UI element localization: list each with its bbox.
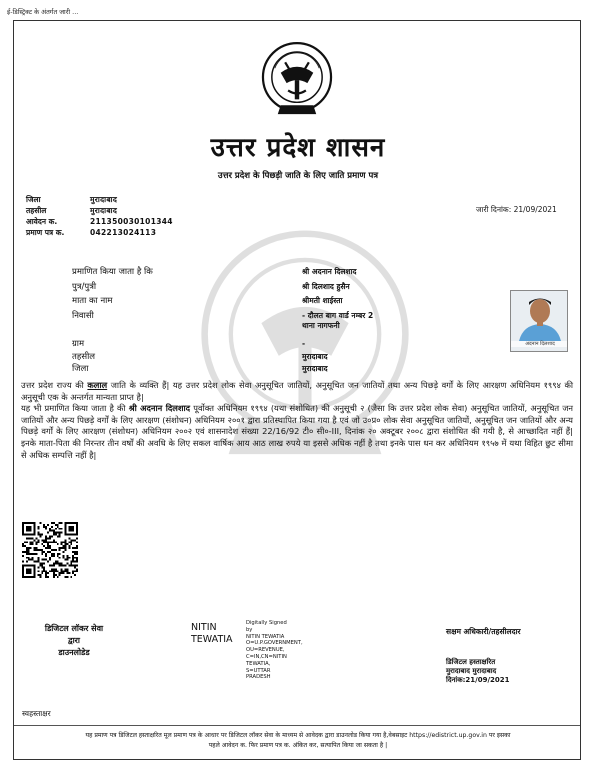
certificate-number: 042213024113: [90, 228, 157, 237]
field-label: जिला: [72, 364, 89, 374]
certificate-body: [21, 380, 573, 461]
footer-line: यह प्रमाण पत्र डिजिटल हस्ताक्षरित मूल प्रमाण पत्र के आधार पर डिजिटल लॉकर सेवा के माध्यम से आवेदक द्वारा डाउनलोड किया गया है,वेबसाइट https://edistrict.up.gov.in पर इसका: [85, 732, 511, 739]
digilocker-note: [24, 623, 124, 659]
body-text-segment: पूर्वोक्त अधिनियम १९९४ (यथा संशोधित) की अनुसूची २ (जैसा कि उत्तर प्रदेश लोक सेवा) अनुसूचित जातियों, अनुसूचित जन जातियों और अन्य पिछड़े वर्गों के लिए आरक्षण (संशोधन) अधिनियम २००१ द्वारा प्रतिस्थापित किया गया है एवं जो उ०प्र० लोक सेवा अनुसूचित जातियों, अनुसूचित जन जातियों और अन्य पिछड़े वर्गों के लिए आरक्षण (संशोधन) अधिनियम २००२ एवं शासनादेश संख्या 22/16/92 टी० सी०-III, दिनांक २० अक्टूबर २००८ द्वारा संशोधित की गयी है, से आच्छादित नहीं हैं| इनके माता-पिता की निरन्तर तीन वर्षों की अवधि के लिए सकल वार्षिक आय आठ लाख रुपये या इससे अधिक नहीं है तथा इनके पास धन कर अधिनियम १९५७ में यथा विहित छुट सीमा से अधिक सम्पत्ति नहीं है|: [21, 403, 574, 460]
field-value: - दौलत बाग वार्ड नम्बर 2: [302, 310, 374, 320]
top-note: ई-डिस्ट्रिक्ट के अंतर्गत जारी ...: [7, 8, 79, 16]
application-number: 211350030101344: [90, 217, 173, 226]
footer-divider: [14, 725, 580, 726]
field-label: माता का नाम: [72, 296, 113, 306]
digilocker-line: डिजिटल लॉकर सेवा: [44, 624, 104, 633]
field-label: [72, 321, 302, 331]
digital-sign-place: मुरादाबाद मुरादाबाद: [446, 667, 497, 675]
body-paragraph-2: [21, 403, 573, 461]
sig-detail-line: C=IN,CN=NITIN: [246, 653, 287, 660]
signer-name: [191, 622, 233, 646]
field-label: ग्राम: [72, 338, 85, 349]
body-paragraph-1: [21, 380, 573, 403]
field-value: थाना नागफनी: [302, 320, 340, 330]
self-signature-label: स्वहस्ताक्षर: [22, 709, 51, 718]
meta-block: [26, 194, 173, 238]
digital-sign-date: दिनांक:21/09/2021: [446, 676, 510, 684]
sig-detail-line: NITIN TEWATIA: [246, 633, 285, 640]
body-text-segment: उत्तर प्रदेश राज्य की: [21, 380, 88, 390]
page-title: उत्तर प्रदेश शासन: [210, 133, 386, 163]
field-label: तहसील: [72, 352, 96, 362]
tehsil-label: तहसील: [26, 206, 47, 215]
digilocker-line: डाउनलोडेड: [58, 648, 90, 657]
sig-detail-line: PRADESH: [246, 674, 271, 681]
tehsil-value: मुरादाबाद: [90, 206, 118, 215]
competent-authority: सक्षम अधिकारी/तहसीलदार: [446, 627, 521, 636]
digital-sign-block: [446, 658, 509, 685]
body-text-segment: यह भी प्रमाणित किया जाता है की: [21, 403, 129, 414]
footer-line: पहले आवेदन क. फिर प्रमाण पत्र क. अंकित कर, सत्यापित किया जा सकता है |: [208, 741, 388, 749]
qr-code: [22, 522, 78, 578]
applicant-photo: [510, 290, 568, 352]
footer-note: [22, 731, 574, 750]
district-value: मुरादाबाद: [90, 195, 118, 204]
field-value: -: [302, 338, 306, 348]
up-government-emblem-icon: [260, 40, 334, 118]
district-label: जिला: [26, 195, 41, 204]
field-label: पुत्र/पुत्री: [72, 281, 97, 292]
digilocker-line: द्वारा: [67, 636, 81, 645]
field-value: मुरादाबाद: [302, 364, 328, 373]
field-label: निवासी: [72, 310, 94, 321]
body-text-segment: जाति के व्यक्ति हैं| यह उत्तर प्रदेश लोक सेवा अनुसूचित जातियों, अनुसूचित जन जातियों तथा अन्य पिछड़े वर्गों के लिए आरक्षण अधिनियम १९९४ की अनुसूची एक के अन्तर्गत मान्यता प्राप्त है|: [21, 380, 573, 402]
digital-signature-details: [246, 620, 326, 681]
sig-detail-line: O=U.P.GOVERNMENT,: [246, 640, 303, 647]
sig-detail-line: TEWATIA,: [246, 660, 271, 667]
field-value: श्री अदनान दिलशाद: [302, 267, 357, 276]
digital-sign-label: डिजिटल हस्ताक्षरित: [446, 658, 496, 666]
field-value: मुरादाबाद: [302, 352, 328, 361]
signer-last-name: TEWATIA: [191, 634, 233, 645]
details-fields: [72, 265, 412, 375]
certificate-label: प्रमाण पत्र क.: [26, 228, 65, 237]
sig-detail-line: Digitally Signed: [246, 620, 287, 626]
application-label: आवेदन क.: [26, 217, 58, 226]
field-label: प्रमाणित किया जाता है कि: [72, 267, 153, 277]
sig-detail-line: OU=REVENUE,: [246, 647, 285, 654]
sig-detail-line: S=UTTAR: [246, 667, 271, 674]
field-value: श्रीमती शाईस्ता: [302, 296, 343, 305]
person-name: श्री अदनान दिलशाद: [128, 403, 191, 414]
issue-date: जारी दिनांक: 21/09/2021: [476, 205, 557, 214]
sig-detail-line: by: [246, 626, 253, 633]
caste-name: कलाल: [87, 380, 108, 390]
page-subtitle: उत्तर प्रदेश के पिछड़ी जाति के लिए जाति प्रमाण पत्र: [217, 171, 379, 181]
field-value: श्री दिलशाद हुसैन: [302, 281, 350, 291]
signer-first-name: NITIN: [191, 622, 217, 633]
photo-caption: अदनान दिलशाद: [511, 341, 568, 347]
